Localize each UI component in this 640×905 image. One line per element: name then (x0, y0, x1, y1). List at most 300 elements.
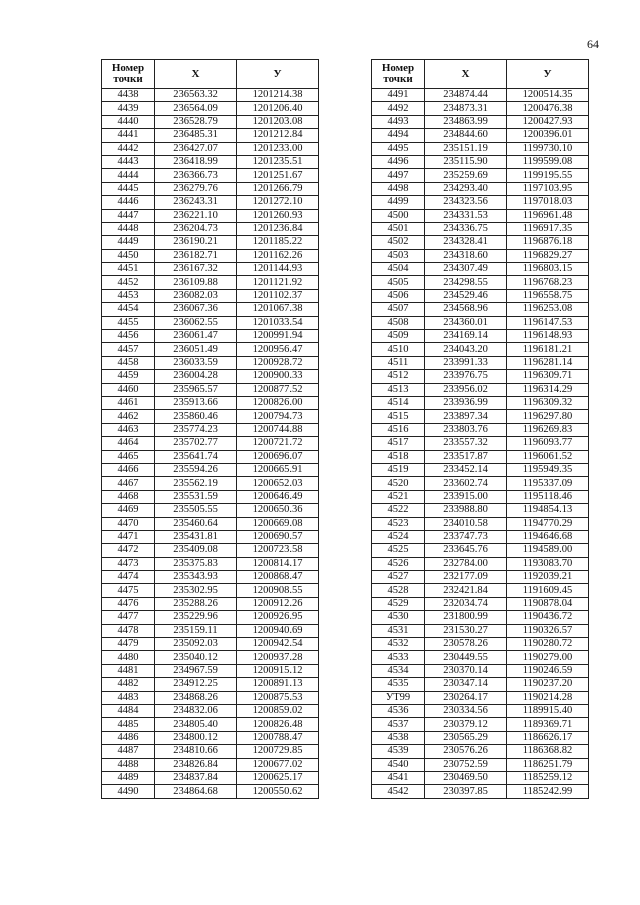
table-row (372, 263, 589, 276)
table-row (102, 597, 319, 610)
cell-x: 235774.23 (155, 423, 237, 436)
cell-point-number: 4438 (102, 89, 155, 102)
table-row (102, 437, 319, 450)
cell-x: 231530.27 (425, 624, 507, 637)
cell-y: 1200942.54 (237, 638, 319, 651)
cell-point-number: 4465 (102, 450, 155, 463)
cell-x: 236564.09 (155, 102, 237, 115)
table-row (102, 356, 319, 369)
cell-x: 232421.84 (425, 584, 507, 597)
cell-y: 1201185.22 (237, 236, 319, 249)
cell-point-number: 4466 (102, 463, 155, 476)
cell-x: 230578.26 (425, 638, 507, 651)
cell-x: 233897.34 (425, 410, 507, 423)
table-row (372, 343, 589, 356)
cell-x: 233803.76 (425, 423, 507, 436)
table-row (102, 584, 319, 597)
cell-y: 1189915.40 (507, 704, 589, 717)
cell-point-number: 4500 (372, 209, 425, 222)
cell-y: 1196147.53 (507, 316, 589, 329)
cell-y: 1201272.10 (237, 196, 319, 209)
cell-y: 1200900.33 (237, 370, 319, 383)
cell-y: 1196309.71 (507, 370, 589, 383)
cell-y: 1200476.38 (507, 102, 589, 115)
cell-x: 236061.47 (155, 330, 237, 343)
cell-x: 230469.50 (425, 771, 507, 784)
cell-point-number: 4511 (372, 356, 425, 369)
table-row (372, 731, 589, 744)
cell-y: 1196269.83 (507, 423, 589, 436)
cell-y: 1200650.36 (237, 504, 319, 517)
cell-point-number: 4525 (372, 544, 425, 557)
cell-point-number: 4486 (102, 731, 155, 744)
cell-y: 1199730.10 (507, 142, 589, 155)
table-row (102, 758, 319, 771)
table-row (372, 758, 589, 771)
cell-point-number: 4498 (372, 182, 425, 195)
cell-point-number: 4479 (102, 638, 155, 651)
cell-x: 230449.55 (425, 651, 507, 664)
table-row (372, 745, 589, 758)
cell-y: 1201121.92 (237, 276, 319, 289)
cell-y: 1196961.48 (507, 209, 589, 222)
table-row (102, 370, 319, 383)
cell-y: 1197018.03 (507, 196, 589, 209)
cell-x: 234863.99 (425, 115, 507, 128)
cell-y: 1200677.02 (237, 758, 319, 771)
table-row (372, 330, 589, 343)
cell-y: 1200826.48 (237, 718, 319, 731)
cell-x: 236167.32 (155, 263, 237, 276)
cell-point-number: 4491 (372, 89, 425, 102)
cell-x: 236563.32 (155, 89, 237, 102)
cell-x: 232177.09 (425, 571, 507, 584)
cell-point-number: 4523 (372, 517, 425, 530)
cell-y: 1200859.02 (237, 704, 319, 717)
table-row (102, 517, 319, 530)
table-row (102, 463, 319, 476)
table-row (372, 785, 589, 798)
cell-point-number: 4470 (102, 517, 155, 530)
cell-point-number: 4534 (372, 664, 425, 677)
table-row (372, 597, 589, 610)
cell-point-number: 4542 (372, 785, 425, 798)
table-row (372, 517, 589, 530)
cell-point-number: 4485 (102, 718, 155, 731)
cell-y: 1196148.93 (507, 330, 589, 343)
cell-x: 232034.74 (425, 597, 507, 610)
cell-y: 1194589.00 (507, 544, 589, 557)
table-row (102, 745, 319, 758)
cell-y: 1199599.08 (507, 155, 589, 168)
cell-point-number: 4496 (372, 155, 425, 168)
cell-y: 1200937.28 (237, 651, 319, 664)
table-row (102, 142, 319, 155)
table-row (102, 129, 319, 142)
table-row (372, 651, 589, 664)
cell-x: 234010.58 (425, 517, 507, 530)
cell-y: 1200729.85 (237, 745, 319, 758)
cell-point-number: 4477 (102, 611, 155, 624)
cell-x: 233936.99 (425, 396, 507, 409)
header-x: Х (425, 60, 507, 89)
cell-y: 1201212.84 (237, 129, 319, 142)
cell-x: 235159.11 (155, 624, 237, 637)
cell-point-number: 4444 (102, 169, 155, 182)
cell-y: 1186368.82 (507, 745, 589, 758)
cell-point-number: 4441 (102, 129, 155, 142)
table-row (372, 289, 589, 302)
cell-y: 1196181.21 (507, 343, 589, 356)
table-row (372, 169, 589, 182)
cell-point-number: 4452 (102, 276, 155, 289)
cell-y: 1190280.72 (507, 638, 589, 651)
cell-point-number: 4509 (372, 330, 425, 343)
cell-x: 234323.56 (425, 196, 507, 209)
cell-point-number: 4541 (372, 771, 425, 784)
cell-x: 235288.26 (155, 597, 237, 610)
cell-y: 1200926.95 (237, 611, 319, 624)
table-row (372, 236, 589, 249)
cell-y: 1201203.08 (237, 115, 319, 128)
cell-x: 234873.31 (425, 102, 507, 115)
cell-point-number: 4457 (102, 343, 155, 356)
table-row (102, 718, 319, 731)
cell-y: 1195949.35 (507, 463, 589, 476)
cell-y: 1194770.29 (507, 517, 589, 530)
cell-point-number: 4533 (372, 651, 425, 664)
cell-point-number: 4464 (102, 437, 155, 450)
cell-point-number: 4528 (372, 584, 425, 597)
cell-x: 234805.40 (155, 718, 237, 731)
cell-x: 235115.90 (425, 155, 507, 168)
cell-y: 1196061.52 (507, 450, 589, 463)
cell-y: 1196803.15 (507, 263, 589, 276)
table-row (372, 638, 589, 651)
table-row (102, 222, 319, 235)
cell-y: 1196253.08 (507, 303, 589, 316)
cell-point-number: 4484 (102, 704, 155, 717)
table-row (372, 249, 589, 262)
cell-x: 230264.17 (425, 691, 507, 704)
cell-point-number: 4460 (102, 383, 155, 396)
cell-x: 236243.31 (155, 196, 237, 209)
cell-point-number: 4472 (102, 544, 155, 557)
cell-x: 230752.59 (425, 758, 507, 771)
cell-x: 233557.32 (425, 437, 507, 450)
cell-point-number: 4538 (372, 731, 425, 744)
cell-y: 1196297.80 (507, 410, 589, 423)
table-row (372, 142, 589, 155)
table-row (372, 396, 589, 409)
cell-x: 236182.71 (155, 249, 237, 262)
cell-x: 235151.19 (425, 142, 507, 155)
cell-point-number: 4517 (372, 437, 425, 450)
table-row (102, 263, 319, 276)
table-row (102, 330, 319, 343)
table-row (102, 664, 319, 677)
cell-x: 234331.53 (425, 209, 507, 222)
cell-x: 235229.96 (155, 611, 237, 624)
cell-point-number: 4514 (372, 396, 425, 409)
cell-point-number: 4455 (102, 316, 155, 329)
cell-point-number: 4532 (372, 638, 425, 651)
table-row (372, 356, 589, 369)
table-row (102, 102, 319, 115)
cell-x: 235965.57 (155, 383, 237, 396)
cell-point-number: 4445 (102, 182, 155, 195)
cell-y: 1200696.07 (237, 450, 319, 463)
table-row (372, 544, 589, 557)
table-row (102, 704, 319, 717)
cell-y: 1190878.04 (507, 597, 589, 610)
cell-x: 236279.76 (155, 182, 237, 195)
cell-point-number: 4451 (102, 263, 155, 276)
cell-x: 234832.06 (155, 704, 237, 717)
cell-y: 1200928.72 (237, 356, 319, 369)
table-row (372, 222, 589, 235)
cell-x: 236528.79 (155, 115, 237, 128)
cell-x: 236485.31 (155, 129, 237, 142)
table-row (372, 691, 589, 704)
cell-x: 235860.46 (155, 410, 237, 423)
table-row (102, 89, 319, 102)
cell-y: 1201233.00 (237, 142, 319, 155)
cell-point-number: 4497 (372, 169, 425, 182)
cell-x: 235562.19 (155, 477, 237, 490)
table-row (372, 383, 589, 396)
cell-x: 233976.75 (425, 370, 507, 383)
cell-point-number: 4502 (372, 236, 425, 249)
cell-x: 233991.33 (425, 356, 507, 369)
cell-y: 1190214.28 (507, 691, 589, 704)
cell-point-number: 4442 (102, 142, 155, 155)
cell-x: 235531.59 (155, 490, 237, 503)
cell-y: 1196558.75 (507, 289, 589, 302)
table-row (372, 490, 589, 503)
cell-point-number: 4453 (102, 289, 155, 302)
cell-y: 1201266.79 (237, 182, 319, 195)
cell-x: 234328.41 (425, 236, 507, 249)
cell-point-number: 4520 (372, 477, 425, 490)
cell-point-number: 4458 (102, 356, 155, 369)
cell-y: 1197103.95 (507, 182, 589, 195)
cell-y: 1186626.17 (507, 731, 589, 744)
cell-point-number: 4504 (372, 263, 425, 276)
cell-x: 233988.80 (425, 504, 507, 517)
cell-point-number: 4440 (102, 115, 155, 128)
cell-y: 1195118.46 (507, 490, 589, 503)
table-row (372, 504, 589, 517)
cell-y: 1200665.91 (237, 463, 319, 476)
table-row (372, 196, 589, 209)
cell-point-number: 4468 (102, 490, 155, 503)
table-row (372, 704, 589, 717)
table-row (372, 209, 589, 222)
cell-point-number: 4459 (102, 370, 155, 383)
table-row (372, 477, 589, 490)
cell-x: 236051.49 (155, 343, 237, 356)
cell-y: 1186251.79 (507, 758, 589, 771)
cell-y: 1191609.45 (507, 584, 589, 597)
cell-x: 235594.26 (155, 463, 237, 476)
cell-point-number: 4530 (372, 611, 425, 624)
table-row (372, 303, 589, 316)
table-row (102, 289, 319, 302)
cell-y: 1200744.88 (237, 423, 319, 436)
cell-y: 1201214.38 (237, 89, 319, 102)
cell-point-number: 4494 (372, 129, 425, 142)
table-row (102, 785, 319, 798)
table-row (102, 316, 319, 329)
table-row (372, 89, 589, 102)
cell-y: 1200875.53 (237, 691, 319, 704)
cell-x: 236427.07 (155, 142, 237, 155)
cell-x: 233956.02 (425, 383, 507, 396)
table-row (102, 115, 319, 128)
cell-y: 1200788.47 (237, 731, 319, 744)
header-point-number: Номер точки (372, 60, 425, 89)
cell-x: 235343.93 (155, 571, 237, 584)
cell-point-number: 4515 (372, 410, 425, 423)
cell-y: 1190279.00 (507, 651, 589, 664)
table-row (102, 557, 319, 570)
cell-y: 1200912.26 (237, 597, 319, 610)
header-point-number: Номер точки (102, 60, 155, 89)
page-number: 64 (587, 37, 599, 51)
cell-y: 1200891.13 (237, 678, 319, 691)
cell-point-number: 4510 (372, 343, 425, 356)
cell-x: 231800.99 (425, 611, 507, 624)
table-row (372, 584, 589, 597)
table-row (102, 182, 319, 195)
table-row (102, 410, 319, 423)
cell-point-number: 4448 (102, 222, 155, 235)
cell-y: 1201162.26 (237, 249, 319, 262)
cell-x: 235505.55 (155, 504, 237, 517)
table-row (102, 155, 319, 168)
cell-point-number: 4449 (102, 236, 155, 249)
cell-point-number: 4487 (102, 745, 155, 758)
cell-x: 235702.77 (155, 437, 237, 450)
cell-y: 1200669.08 (237, 517, 319, 530)
cell-x: 230370.14 (425, 664, 507, 677)
table-row (102, 249, 319, 262)
table-row (372, 276, 589, 289)
cell-x: 235913.66 (155, 396, 237, 409)
cell-point-number: 4493 (372, 115, 425, 128)
cell-x: 235375.83 (155, 557, 237, 570)
cell-x: 230347.14 (425, 678, 507, 691)
cell-y: 1195337.09 (507, 477, 589, 490)
cell-y: 1201144.93 (237, 263, 319, 276)
cell-point-number: 4461 (102, 396, 155, 409)
table-row (102, 678, 319, 691)
cell-y: 1201235.51 (237, 155, 319, 168)
cell-point-number: УТ99 (372, 691, 425, 704)
cell-x: 234967.59 (155, 664, 237, 677)
table-row (372, 102, 589, 115)
cell-x: 236067.36 (155, 303, 237, 316)
cell-y: 1199195.55 (507, 169, 589, 182)
cell-y: 1200690.57 (237, 530, 319, 543)
cell-y: 1189369.71 (507, 718, 589, 731)
cell-x: 236033.59 (155, 356, 237, 369)
table-row (372, 718, 589, 731)
cell-x: 234837.84 (155, 771, 237, 784)
table-row (372, 450, 589, 463)
cell-y: 1200514.35 (507, 89, 589, 102)
table-row (372, 410, 589, 423)
cell-point-number: 4537 (372, 718, 425, 731)
header-x: Х (155, 60, 237, 89)
cell-y: 1190326.57 (507, 624, 589, 637)
cell-point-number: 4536 (372, 704, 425, 717)
cell-x: 230565.29 (425, 731, 507, 744)
cell-point-number: 4476 (102, 597, 155, 610)
cell-point-number: 4513 (372, 383, 425, 396)
cell-x: 236418.99 (155, 155, 237, 168)
cell-y: 1200814.17 (237, 557, 319, 570)
cell-x: 236366.73 (155, 169, 237, 182)
cell-point-number: 4495 (372, 142, 425, 155)
table-row (102, 731, 319, 744)
cell-point-number: 4483 (102, 691, 155, 704)
table-row (102, 771, 319, 784)
table-row (372, 530, 589, 543)
cell-y: 1200826.00 (237, 396, 319, 409)
cell-y: 1200550.62 (237, 785, 319, 798)
table-row (372, 664, 589, 677)
cell-x: 234360.01 (425, 316, 507, 329)
cell-point-number: 4478 (102, 624, 155, 637)
table-row (102, 544, 319, 557)
cell-x: 234336.75 (425, 222, 507, 235)
cell-x: 233747.73 (425, 530, 507, 543)
cell-y: 1196093.77 (507, 437, 589, 450)
cell-y: 1196309.32 (507, 396, 589, 409)
cell-point-number: 4488 (102, 758, 155, 771)
table-row (102, 303, 319, 316)
cell-y: 1200396.01 (507, 129, 589, 142)
cell-point-number: 4540 (372, 758, 425, 771)
cell-y: 1200625.17 (237, 771, 319, 784)
cell-point-number: 4499 (372, 196, 425, 209)
table-row (102, 638, 319, 651)
cell-x: 236062.55 (155, 316, 237, 329)
cell-x: 235460.64 (155, 517, 237, 530)
cell-x: 236190.21 (155, 236, 237, 249)
coordinates-table-right (371, 59, 589, 799)
cell-y: 1200868.47 (237, 571, 319, 584)
table-row (102, 343, 319, 356)
cell-y: 1201206.40 (237, 102, 319, 115)
cell-y: 1201251.67 (237, 169, 319, 182)
table-row (102, 196, 319, 209)
coordinates-table-left (101, 59, 319, 799)
cell-point-number: 4462 (102, 410, 155, 423)
cell-y: 1200794.73 (237, 410, 319, 423)
cell-y: 1192039.21 (507, 571, 589, 584)
cell-point-number: 4512 (372, 370, 425, 383)
table-row (372, 423, 589, 436)
cell-y: 1201033.54 (237, 316, 319, 329)
cell-point-number: 4505 (372, 276, 425, 289)
cell-x: 234529.46 (425, 289, 507, 302)
table-header-row (372, 60, 589, 89)
cell-point-number: 4507 (372, 303, 425, 316)
cell-x: 233915.00 (425, 490, 507, 503)
